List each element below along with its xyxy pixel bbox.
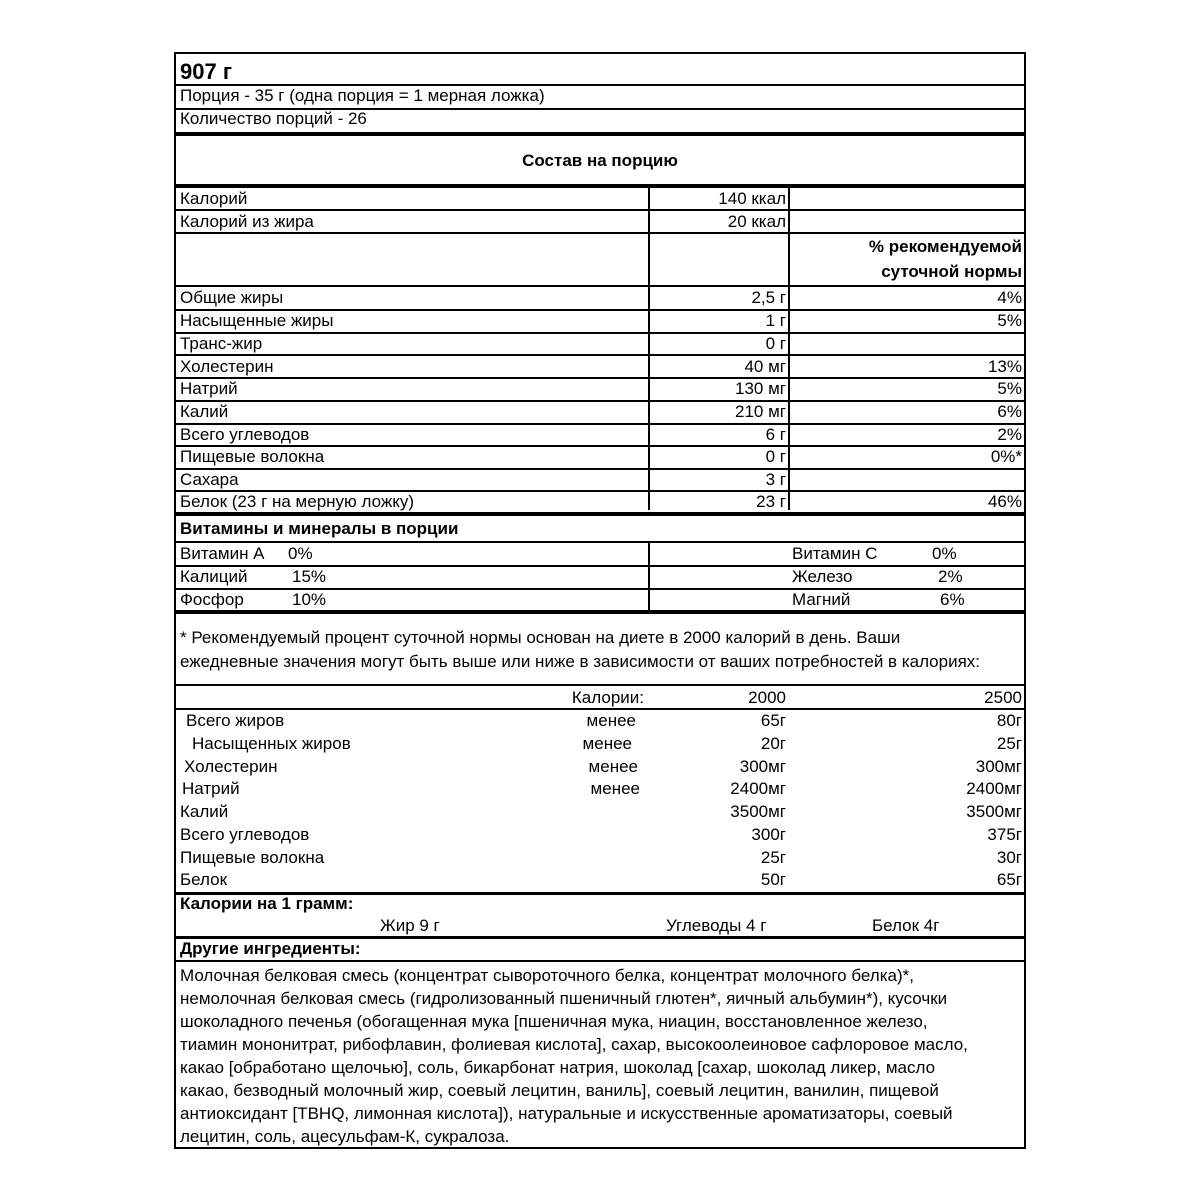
daily-qualifier: менее xyxy=(590,779,640,798)
ingredients-line: какао [обработано щелочью], соль, бикарбонат натрия, шоколад [сахар, шоколад ликер, масло xyxy=(180,1058,936,1077)
daily-value-2000: 65г xyxy=(760,711,786,730)
divider xyxy=(176,610,1024,614)
daily-qualifier: менее xyxy=(586,711,636,730)
daily-value-2000: 300мг xyxy=(739,757,786,776)
vitamin-value: 2% xyxy=(938,567,963,586)
daily-label: Всего углеводов xyxy=(180,825,310,844)
nutrient-label: Сахара xyxy=(180,470,239,489)
vitamin-name: Витамин С xyxy=(792,544,878,563)
divider xyxy=(176,332,1024,334)
nutrient-label: Всего углеводов xyxy=(180,425,310,444)
ingredients-line: тиамин мононитрат, рибофлавин, фолиевая кислота], сахар, высокоолеиновое сафлоровое масло, xyxy=(180,1035,968,1054)
vitamin-value: 6% xyxy=(940,590,965,609)
daily-value-2000: 50г xyxy=(760,870,786,889)
nutrient-dv: 5% xyxy=(997,379,1022,398)
per-gram-protein: Белок 4г xyxy=(872,916,940,935)
nutrient-dv: 2% xyxy=(997,425,1022,444)
nutrient-dv: 0%* xyxy=(990,447,1022,466)
per-gram-title: Калории на 1 грамм: xyxy=(180,894,354,913)
daily-value-2000: 25г xyxy=(760,848,786,867)
daily-value-2500: 375г xyxy=(987,825,1022,844)
daily-qualifier: менее xyxy=(588,757,638,776)
daily-col-2000: 2000 xyxy=(748,688,786,707)
daily-calories-label: Калории: xyxy=(571,688,644,707)
divider xyxy=(176,468,1024,470)
nutrient-label: Насыщенные жиры xyxy=(180,311,334,330)
daily-value-2000: 3500мг xyxy=(730,802,786,821)
vitamin-value: 15% xyxy=(292,567,327,586)
daily-label: Натрий xyxy=(182,779,240,798)
daily-label: Калий xyxy=(180,802,229,821)
vitamin-name: Фосфор xyxy=(180,590,244,609)
daily-value-2500: 30г xyxy=(996,848,1022,867)
vitamin-name: Железо xyxy=(792,567,853,586)
divider xyxy=(176,232,1024,234)
nutrient-amount: 2,5 г xyxy=(751,288,786,307)
nutrient-amount: 3 г xyxy=(765,470,786,489)
servings-count: Количество порций - 26 xyxy=(180,109,367,128)
divider xyxy=(176,132,1024,136)
dv-header-line1: % рекомендуемой xyxy=(868,237,1022,256)
nutrition-label xyxy=(174,52,1026,1149)
daily-value-2500: 80г xyxy=(996,711,1022,730)
vitamins-title: Витамины и минералы в порции xyxy=(180,519,459,538)
fat-calories-label: Калорий из жира xyxy=(180,212,314,231)
divider xyxy=(176,184,1024,188)
divider xyxy=(176,684,1024,686)
column-divider xyxy=(648,543,650,612)
nutrient-dv: 6% xyxy=(997,402,1022,421)
nutrient-amount: 1 г xyxy=(765,311,786,330)
nutrient-dv: 5% xyxy=(997,311,1022,330)
daily-col-2500: 2500 xyxy=(984,688,1022,707)
nutrient-label: Холестерин xyxy=(180,357,274,376)
ingredients-text xyxy=(180,964,1026,1148)
ingredients-line: какао, безводный молочный жир, соевый лецитин, ваниль], соевый лецитин, ванилин, пищевой xyxy=(180,1081,939,1100)
nutrient-dv: 46% xyxy=(987,492,1022,511)
nutrient-dv: 4% xyxy=(997,288,1022,307)
nutrient-amount: 0 г xyxy=(765,334,786,353)
daily-value-2500: 2400мг xyxy=(966,779,1022,798)
fat-calories-value: 20 ккал xyxy=(727,212,786,231)
per-gram-fat: Жир 9 г xyxy=(380,916,440,935)
nutrient-label: Общие жиры xyxy=(180,288,284,307)
net-weight: 907 г xyxy=(180,59,232,84)
ingredients-line: антиоксидант [TBHQ, лимонная кислота]), натуральные и искусственные ароматизаторы, соевый xyxy=(180,1104,953,1123)
nutrient-amount: 40 мг xyxy=(744,357,786,376)
daily-value-2500: 300мг xyxy=(975,757,1022,776)
daily-label: Всего жиров xyxy=(186,711,285,730)
calories-value: 140 ккал xyxy=(718,189,786,208)
nutrient-label: Пищевые волокна xyxy=(180,447,325,466)
ingredients-line: шоколадного печенья (обогащенная мука [пшеничная мука, ниацин, восстановленное железо, xyxy=(180,1012,928,1031)
daily-value-2500: 65г xyxy=(996,870,1022,889)
footnote-line: ежедневные значения могут быть выше или ниже в зависимости от ваших потребностей в калориях: xyxy=(180,652,981,671)
ingredients-title: Другие ингредиенты: xyxy=(180,939,361,958)
dv-header-line2: суточной нормы xyxy=(881,262,1022,281)
footnote-line: * Рекомендуемый процент суточной нормы основан на диете в 2000 калорий в день. Ваши xyxy=(180,628,901,647)
vitamin-name: Калиций xyxy=(180,567,248,586)
daily-value-2000: 2400мг xyxy=(730,779,786,798)
daily-label: Белок xyxy=(180,870,228,889)
daily-label: Пищевые волокна xyxy=(180,848,325,867)
nutrient-label: Калий xyxy=(180,402,229,421)
daily-value-2000: 300г xyxy=(751,825,786,844)
nutrient-amount: 0 г xyxy=(765,447,786,466)
divider xyxy=(176,960,1024,962)
ingredients-line: Молочная белковая смесь (концентрат сывороточного белка, концентрат молочного белка)*, xyxy=(180,966,914,985)
vitamin-value: 0% xyxy=(932,544,957,563)
nutrient-amount: 6 г xyxy=(765,425,786,444)
serving-size: Порция - 35 г (одна порция = 1 мерная ложка) xyxy=(180,86,545,105)
daily-label: Насыщенных жиров xyxy=(192,734,351,753)
nutrient-amount: 23 г xyxy=(756,492,786,511)
vitamin-value: 10% xyxy=(292,590,327,609)
vitamin-name: Магний xyxy=(792,590,851,609)
nutrient-amount: 130 мг xyxy=(735,379,786,398)
vitamin-name: Витамин А xyxy=(180,544,265,563)
nutrient-label: Натрий xyxy=(180,379,238,398)
nutrient-dv: 13% xyxy=(987,357,1022,376)
facts-title: Состав на порцию xyxy=(522,151,678,170)
ingredients-line: немолочная белковая смесь (гидролизованный пшеничный глютен*, яичный альбумин*), кусочки xyxy=(180,989,948,1008)
nutrient-label: Транс-жир xyxy=(180,334,263,353)
nutrient-amount: 210 мг xyxy=(735,402,786,421)
daily-qualifier: менее xyxy=(582,734,632,753)
daily-value-2500: 3500мг xyxy=(966,802,1022,821)
daily-label: Холестерин xyxy=(184,757,278,776)
calories-label: Калорий xyxy=(180,189,248,208)
ingredients-line: лецитин, соль, ацесульфам-К, сукралоза. xyxy=(180,1127,510,1146)
daily-value-2500: 25г xyxy=(996,734,1022,753)
per-gram-carbs: Углеводы 4 г xyxy=(666,916,767,935)
nutrient-label: Белок (23 г на мерную ложку) xyxy=(180,492,415,511)
vitamin-value: 0% xyxy=(288,544,313,563)
divider xyxy=(176,512,1024,516)
daily-value-2000: 20г xyxy=(760,734,786,753)
